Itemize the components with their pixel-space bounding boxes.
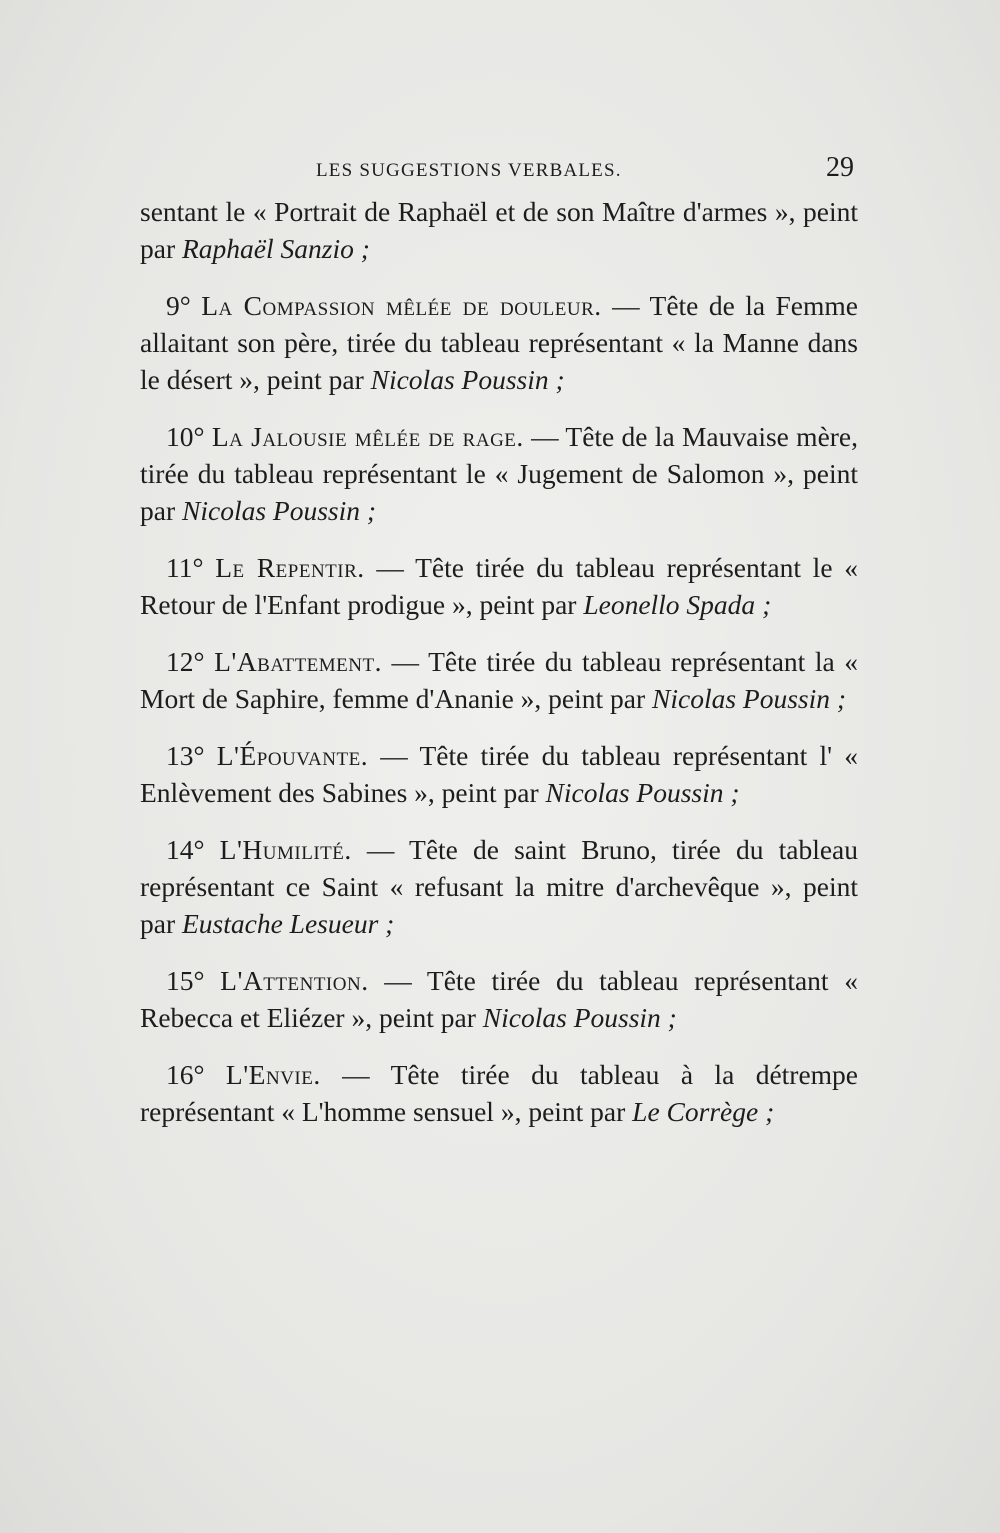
paragraph-end: ; <box>660 1002 677 1033</box>
paragraph-title: La Compassion mêlée de douleur. <box>201 290 602 321</box>
painter-name: Nicolas Poussin <box>482 1002 661 1033</box>
paragraph-title: L'Humilité. <box>219 834 352 865</box>
paragraph-number: 13° <box>166 740 205 771</box>
paragraph-number: 9° <box>166 290 191 321</box>
paragraph-end: ; <box>378 908 395 939</box>
paragraph-title: L'Abattement. <box>214 646 382 677</box>
paragraph-number: 10° <box>166 421 205 452</box>
paragraph-end: ; <box>360 495 377 526</box>
painter-name: Nicolas Poussin <box>182 495 360 526</box>
page-number: 29 <box>826 152 854 183</box>
paragraph-end: ; <box>830 683 847 714</box>
paragraph-number: 14° <box>166 834 205 865</box>
paragraph-title: Le Repentir. <box>215 552 365 583</box>
paragraph-title: L'Épouvante. <box>216 740 369 771</box>
paragraph-number: 12° <box>166 646 205 677</box>
paragraph <box>140 831 858 942</box>
paragraph-text: — Tête tirée du tableau représentant « Rebecca et Eliézer », peint par <box>140 965 858 1033</box>
paragraph-text: — Tête tirée du tableau représentant le « Retour de l'Enfant prodigue », peint par <box>140 552 859 620</box>
painter-name: Nicolas Poussin <box>652 683 831 714</box>
paragraph <box>140 418 858 529</box>
painter-name: Le Corrège <box>632 1096 759 1127</box>
painter-name: Eustache Lesueur <box>182 908 379 939</box>
paragraph <box>140 287 858 398</box>
paragraph-text: — Tête de la Femme allaitant son père, tirée du tableau représentant « la Manne dans le désert », peint par <box>140 290 858 395</box>
paragraph-end: ; <box>548 364 565 395</box>
paragraph <box>140 193 858 267</box>
paragraph-end: ; <box>758 1096 775 1127</box>
paragraph <box>140 962 858 1036</box>
painter-name: Nicolas Poussin <box>370 364 549 395</box>
paragraph-title: La Jalousie mêlée de rage. <box>211 421 524 452</box>
running-head: LES SUGGESTIONS VERBALES. <box>316 160 622 181</box>
paragraph-number: 11° <box>166 552 204 583</box>
paragraph-title: L'Attention. <box>220 965 369 996</box>
paragraph-text: — Tête tirée du tableau représentant l' « Enlèvement des Sabines », peint par <box>140 740 858 808</box>
paragraph-text: — Tête tirée du tableau à la détrempe représentant « L'homme sensuel », peint par <box>140 1059 858 1127</box>
body-text <box>140 193 858 1150</box>
paragraph-text: sentant le « Portrait de Raphaël et de son Maître d'armes », peint par <box>140 196 858 264</box>
painter-name: Leonello Spada <box>583 589 756 620</box>
paragraph-number: 16° <box>166 1059 205 1090</box>
paragraph-end: ; <box>353 233 370 264</box>
paragraph-text: — Tête de la Mauvaise mère, tirée du tableau représentant le « Jugement de Salomon », peint par <box>140 421 859 526</box>
paragraph-number: 15° <box>166 965 205 996</box>
paragraph-end: ; <box>755 589 772 620</box>
painter-name: Raphaël Sanzio <box>182 233 354 264</box>
paragraph <box>140 549 858 623</box>
page-header <box>316 152 854 188</box>
paragraph-title: L'Envie. <box>225 1059 321 1090</box>
paragraph-end: ; <box>723 777 740 808</box>
paragraph <box>140 737 858 811</box>
paragraph-text: — Tête tirée du tableau représentant la « Mort de Saphire, femme d'Ananie », peint par <box>140 646 858 714</box>
paragraph <box>140 1056 858 1130</box>
paragraph <box>140 643 858 717</box>
paragraph-text: — Tête de saint Bruno, tirée du tableau représentant ce Saint « refusant la mitre d'archevêque », peint par <box>140 834 859 939</box>
painter-name: Nicolas Poussin <box>545 777 724 808</box>
